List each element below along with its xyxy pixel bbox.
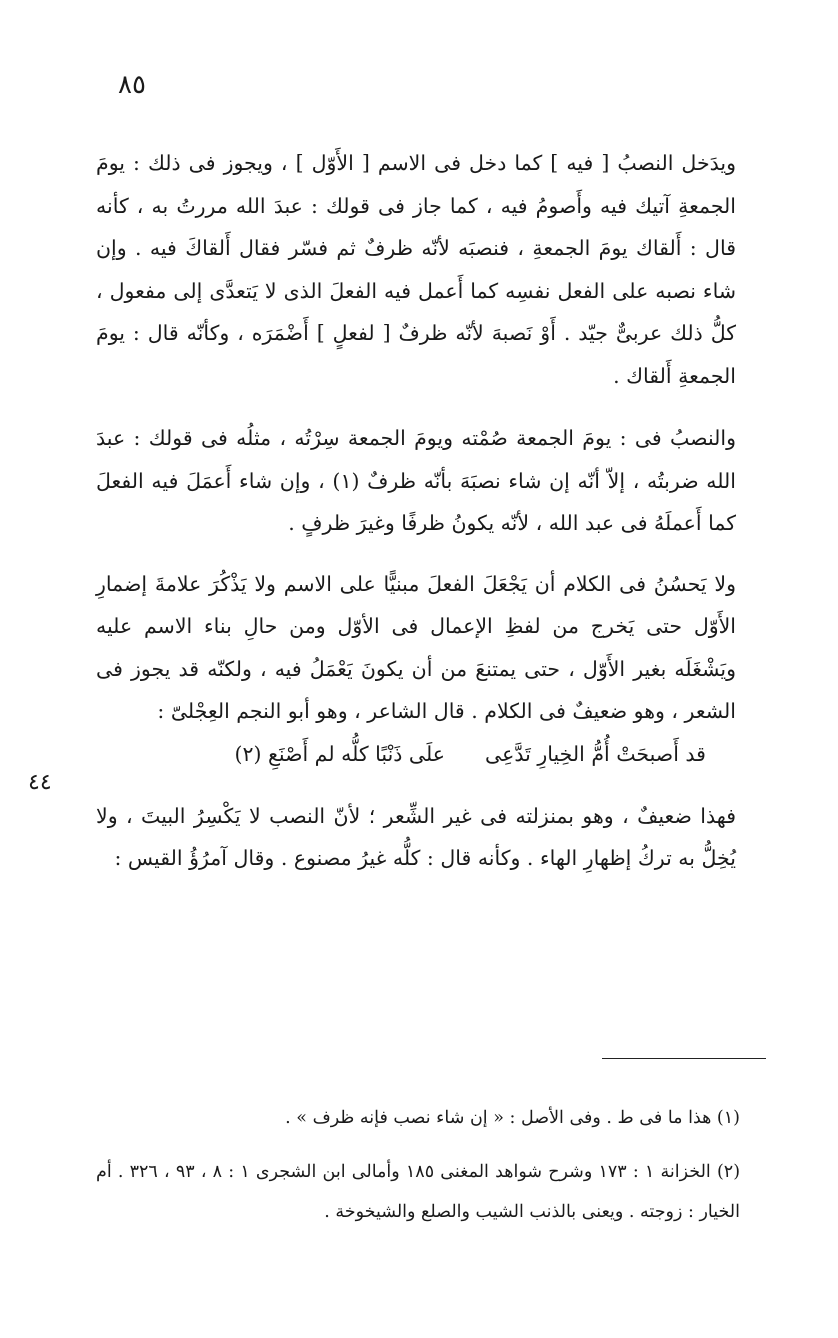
margin-number: ٤٤ [28, 770, 52, 795]
footnote-2: (٢) الخزانة ١ : ١٧٣ وشرح شواهد المغنى ١٨٥ وأمالى ابن الشجرى ١ : ٨ ، ٩٣ ، ٣٢٦ . أم الخيار : زوجته . ويعنى بالذنب الشيب والصلع والشيخوخة . [96, 1162, 741, 1222]
footnote-divider [602, 1058, 766, 1059]
footnotes [96, 1098, 740, 1232]
verse-hemistich-1: قد أَصبحَتْ أُمُّ الخِيارِ تَدَّعِى [485, 741, 706, 766]
paragraph-4: فهذا ضعيفٌ ، وهو بمنزلته فى غير الشِّعر ؛ لأنّ النصب لا يَكْسِرُ البيتَ ، ولا يُخِلُّ به تركُ إظهارِ الهاء . وكأنه قال : كلُّه غيرُ مصنوع . وقال آمرُؤُ القيس : [96, 803, 736, 870]
paragraph-3: ولا يَحسُنُ فى الكلام أن يَجْعَلَ الفعلَ مبنيًّا على الاسم ولا يَذْكُرَ علامةَ إضمارِ الأَوّل حتى يَخرج من لفظِ الإعمال فى الأوّل ومن حالِ بناء الاسم عليه ويَشْغَلَه بغير الأَوّل ، حتى يمتنعَ من أن يكونَ يَعْمَلُ فيه ، ولكنّه قد يجوز فى الشعر ، وهو ضعيفٌ فى الكلام . قال الشاعر ، وهو أبو النجم العِجْلىّ : [96, 571, 736, 723]
footnote-1: (١) هذا ما فى ط . وفى الأصل : « إن شاء نصب فإنه ظرف » . [285, 1108, 740, 1128]
verse-line [96, 733, 736, 775]
page-number: ٨٥ [118, 70, 146, 100]
paragraph-2: والنصبُ فى : يومَ الجمعة صُمْته ويومَ الجمعة سِرْتُه ، مثلُه فى قولك : عبدَ الله ضربتُه ، إلاّ أنّه إن شاء نصبَهَ بأنّه ظرفٌ (١) ، وإن شاء أَعمَلَ فيه الفعلَ كما أَعملَهُ فى عبد الله ، لأنّه يكونُ ظرفًا وغيرَ ظرفٍ . [96, 426, 736, 535]
paragraph-1: ويدَخل النصبُ [ فيه ] كما دخل فى الاسم [ الأَوّل ] ، ويجوز فى ذلك : يومَ الجمعةِ آتيك فيه وأَصومُ فيه ، كما جاز فى قولك : عبدَ الله مررتُ به ، كأنه قال : أَلقاك يومَ الجمعةِ ، فنصبَه لأنّه ظرفٌ ثم فسّر فقال أَلقاكَ فيه . وإن شاء نصبه على الفعل نفسِه كما أَعمل فيه الفعلَ الذى لا يَتعدَّى إلى مفعول ، كلُّ ذلك عربىٌّ جيّد . أَوْ نَصبهَ لأنّه ظرفٌ [ لفعلٍ ] أَضْمَرَه ، وكأنّه قال : يومَ الجمعةِ أَلقاك . [96, 151, 736, 388]
main-text [96, 142, 736, 880]
verse-hemistich-2: علَى ذَنْبًا كلُّه لم أَصْنَعِ (٢) [234, 741, 446, 766]
